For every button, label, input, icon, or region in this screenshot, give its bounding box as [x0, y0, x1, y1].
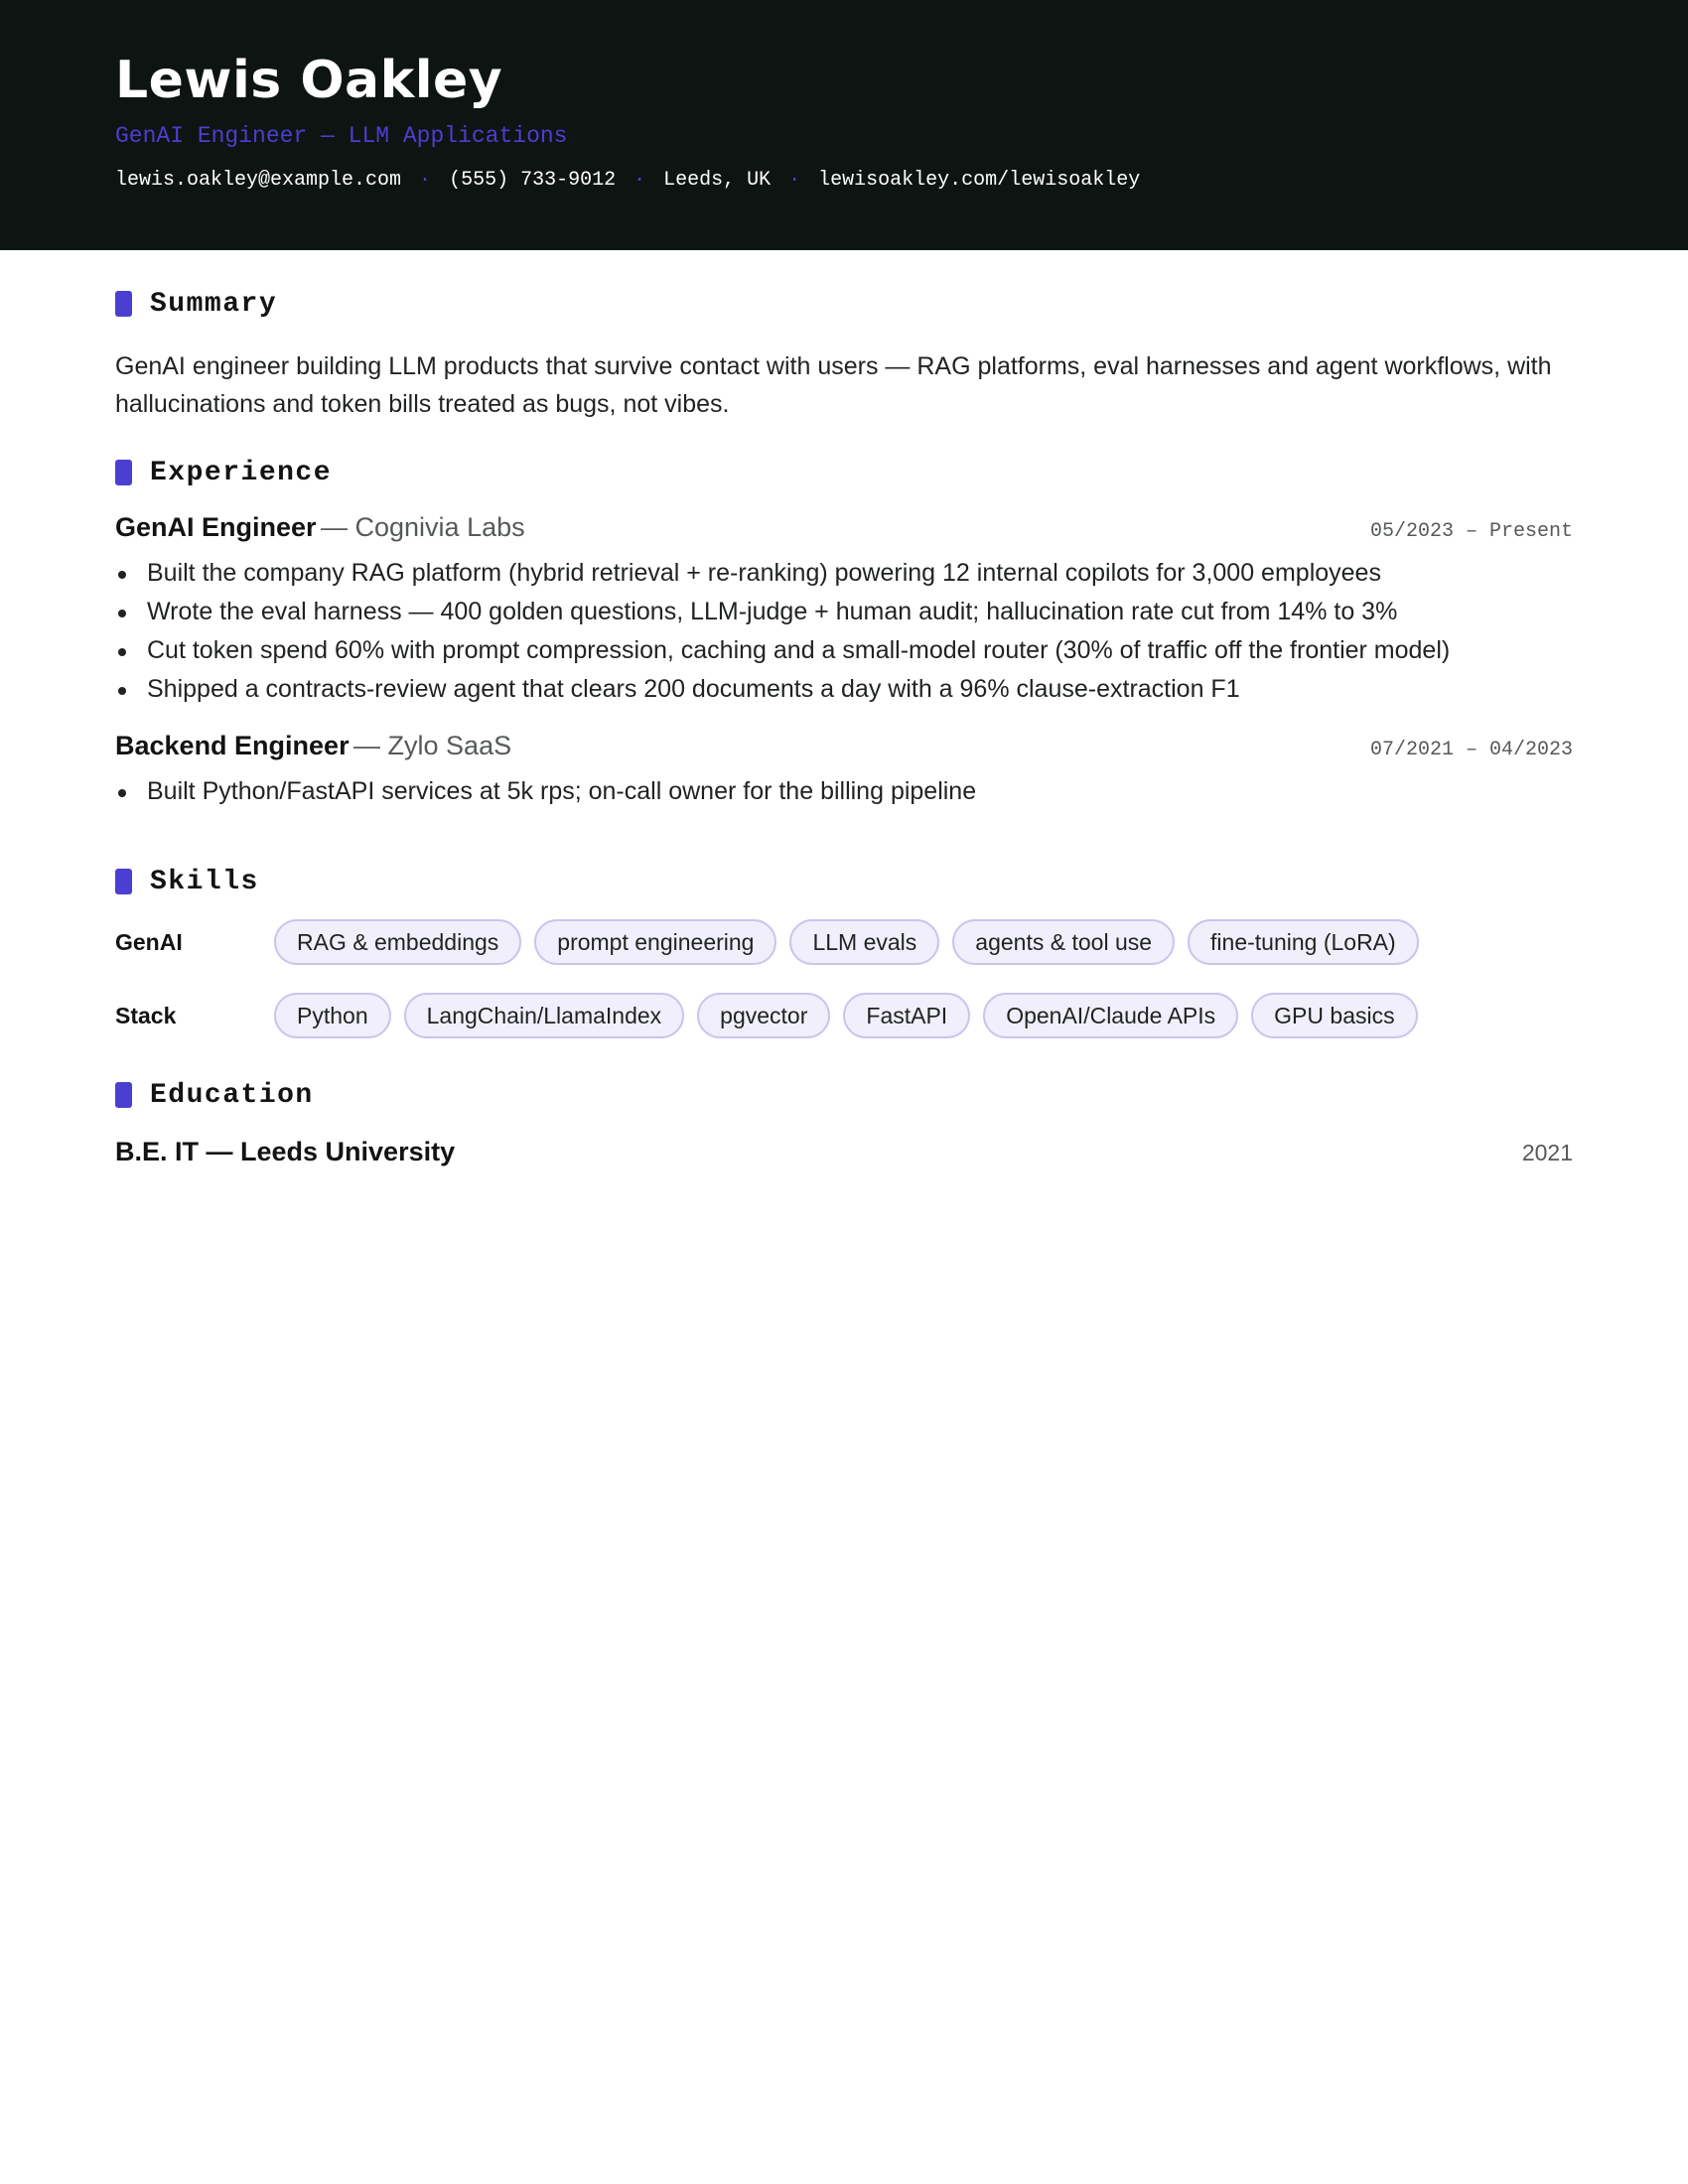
resume-header	[0, 0, 1688, 250]
job-role: Backend Engineer	[115, 731, 350, 760]
skills-section	[115, 862, 1573, 1040]
job-dates: 05/2023 – Present	[1369, 520, 1573, 543]
job-entry	[115, 731, 1573, 811]
contact-separator: ·	[633, 169, 646, 192]
candidate-name: Lewis Oakley	[115, 51, 503, 110]
skill-row-genai	[115, 917, 1573, 967]
skill-chip: LangChain/LlamaIndex	[404, 993, 685, 1038]
skill-chip: agents & tool use	[952, 919, 1175, 965]
skill-row-stack	[115, 991, 1573, 1040]
skill-category-label: GenAI	[115, 928, 183, 955]
contact-separator: ·	[419, 169, 432, 192]
job-dates: 07/2021 – 04/2023	[1369, 739, 1573, 761]
skill-chips	[274, 993, 1431, 1038]
contact-website[interactable]: lewisoakley.com/lewisoakley	[818, 169, 1141, 192]
contact-separator: ·	[788, 169, 801, 192]
job-bullet: Shipped a contracts-review agent that clears 200 documents a day with a 96% clause-extraction F1	[115, 670, 1573, 709]
skill-category-label: Stack	[115, 1002, 177, 1028]
section-heading	[115, 1075, 1573, 1115]
job-bullets	[115, 554, 1573, 709]
summary-text: GenAI engineer building LLM products that survive contact with users — RAG platforms, eval harnesses and agent workflows, with hallucinations and token bills treated as bugs, not vibes.	[115, 352, 1552, 418]
skill-chip: LLM evals	[789, 919, 939, 965]
section-title-experience: Experience	[150, 457, 333, 488]
contact-location: Leeds, UK	[663, 169, 772, 192]
section-marker-icon	[115, 1082, 132, 1108]
job-bullet: Cut token spend 60% with prompt compression, caching and a small-model router (30% of traffic off the frontier model)	[115, 631, 1573, 670]
section-marker-icon	[115, 869, 132, 894]
section-title-education: Education	[150, 1079, 314, 1111]
job-entry	[115, 512, 1573, 709]
summary-section	[115, 284, 1573, 423]
job-header	[115, 731, 1573, 770]
job-header	[115, 512, 1573, 552]
candidate-headline: GenAI Engineer — LLM Applications	[115, 123, 568, 149]
job-company: — Zylo SaaS	[353, 731, 512, 760]
job-bullet: Built the company RAG platform (hybrid retrieval + re-ranking) powering 12 internal copilots for 3,000 employees	[115, 554, 1573, 593]
skill-chip: Python	[274, 993, 391, 1038]
job-title-line	[115, 731, 511, 761]
skill-chip: fine-tuning (LoRA)	[1188, 919, 1419, 965]
section-marker-icon	[115, 460, 132, 485]
experience-section	[115, 453, 1573, 811]
contact-phone[interactable]: (555) 733-9012	[449, 169, 617, 192]
skill-chip: prompt engineering	[534, 919, 776, 965]
contact-line	[115, 167, 1573, 195]
education-entry	[115, 1137, 1573, 1167]
skill-chip: GPU basics	[1251, 993, 1417, 1038]
section-title-skills: Skills	[150, 866, 259, 897]
job-bullet: Wrote the eval harness — 400 golden questions, LLM-judge + human audit; hallucination rate cut from 14% to 3%	[115, 593, 1573, 631]
section-marker-icon	[115, 291, 132, 317]
section-heading	[115, 862, 1573, 901]
contact-email[interactable]: lewis.oakley@example.com	[115, 169, 402, 192]
section-heading	[115, 284, 1573, 324]
education-section	[115, 1075, 1573, 1167]
skill-chip: pgvector	[697, 993, 830, 1038]
education-year: 2021	[1521, 1140, 1573, 1165]
skill-chips	[274, 919, 1432, 965]
section-title-summary: Summary	[150, 288, 278, 320]
section-heading	[115, 453, 1573, 492]
job-bullets	[115, 772, 1573, 811]
job-title-line	[115, 512, 525, 543]
skill-chip: RAG & embeddings	[274, 919, 521, 965]
skill-chip: FastAPI	[843, 993, 970, 1038]
education-degree: B.E. IT — Leeds University	[115, 1137, 456, 1166]
skill-chip: OpenAI/Claude APIs	[983, 993, 1238, 1038]
job-role: GenAI Engineer	[115, 512, 317, 542]
job-bullet: Built Python/FastAPI services at 5k rps; on-call owner for the billing pipeline	[115, 772, 1573, 811]
job-company: — Cognivia Labs	[321, 512, 525, 542]
